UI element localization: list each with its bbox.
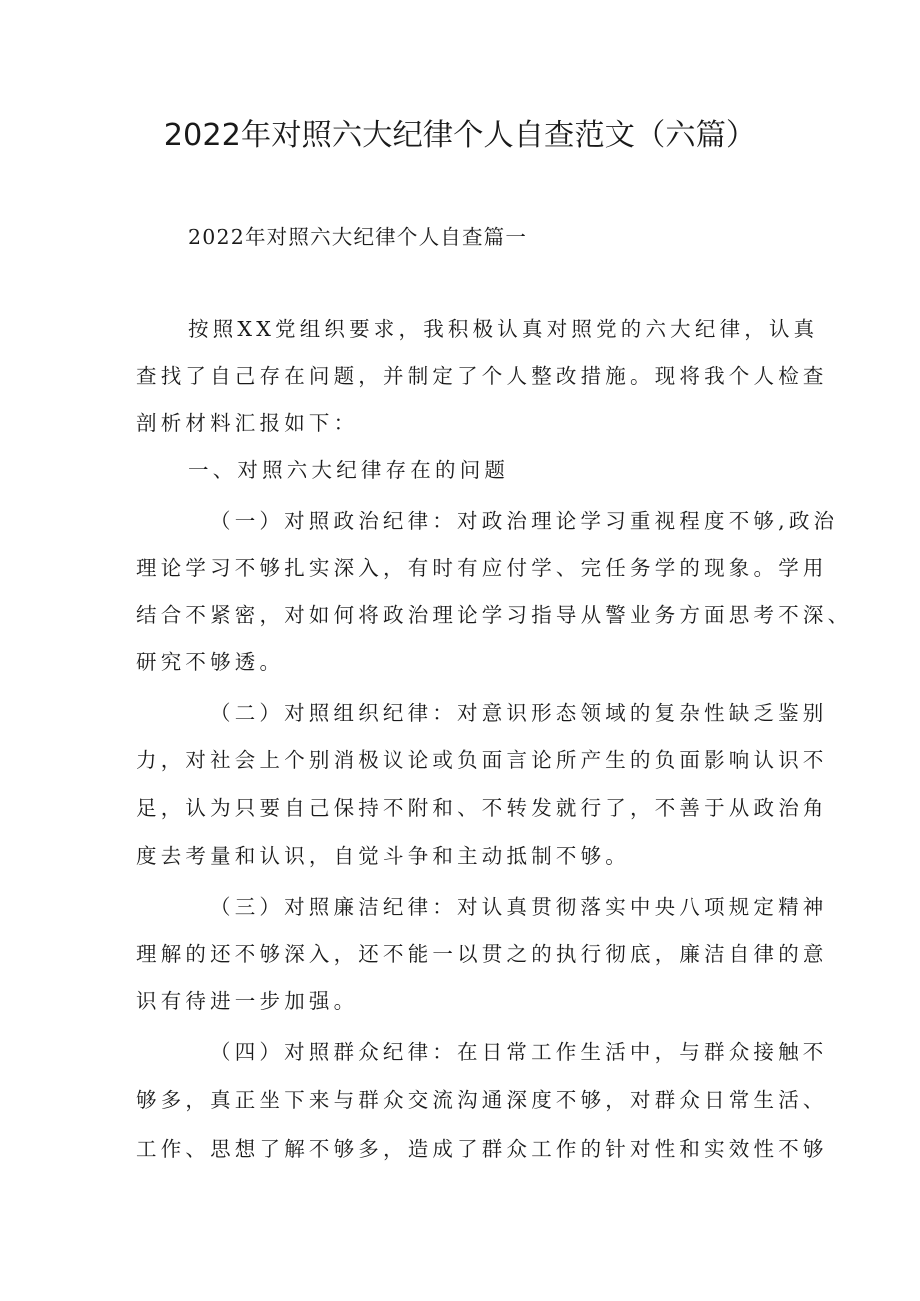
paragraph-line: （二）对照组织纪律：对意识形态领域的复杂性缺乏鉴别 — [210, 701, 828, 725]
paragraph-line: 结合不紧密，对如何将政治理论学习指导从警业务方面思考不深、 — [136, 603, 853, 627]
paragraph-line: 够多，真正坐下来与群众交流沟通深度不够，对群众日常生活、 — [136, 1088, 828, 1112]
section-subtitle: 2022年对照六大纪律个人自查篇一 — [188, 225, 528, 249]
document-title: 2022年对照六大纪律个人自查范文（六篇） — [163, 118, 757, 153]
paragraph-line: 理解的还不够深入，还不能一以贯之的执行彻底，廉洁自律的意 — [136, 942, 828, 966]
paragraph-line: （四）对照群众纪律：在日常工作生活中，与群众接触不 — [210, 1040, 828, 1064]
paragraph-line: 按照XX党组织要求，我积极认真对照党的六大纪律，认真 — [188, 317, 819, 341]
paragraph-line: 足，认为只要自己保持不附和、不转发就行了，不善于从政治角 — [136, 796, 828, 820]
paragraph-line: 工作、思想了解不够多，造成了群众工作的针对性和实效性不够 — [136, 1137, 828, 1161]
paragraph-line: 度去考量和认识，自觉斗争和主动抵制不够。 — [136, 844, 630, 868]
paragraph-line: （三）对照廉洁纪律：对认真贯彻落实中央八项规定精神 — [210, 895, 828, 919]
section-heading: 一、对照六大纪律存在的问题 — [188, 458, 510, 482]
paragraph-line: 剖析材料汇报如下： — [136, 411, 359, 435]
paragraph-line: 识有待进一步加强。 — [136, 989, 359, 1013]
paragraph-line: 力，对社会上个别消极议论或负面言论所产生的负面影响认识不 — [136, 748, 828, 772]
paragraph-line: 理论学习不够扎实深入，有时有应付学、完任务学的现象。学用 — [136, 556, 828, 580]
paragraph-line: 研究不够透。 — [136, 650, 285, 674]
paragraph-line: （一）对照政治纪律：对政治理论学习重视程度不够,政治 — [210, 509, 839, 533]
paragraph-line: 查找了自己存在问题，并制定了个人整改措施。现将我个人检查 — [136, 364, 828, 388]
